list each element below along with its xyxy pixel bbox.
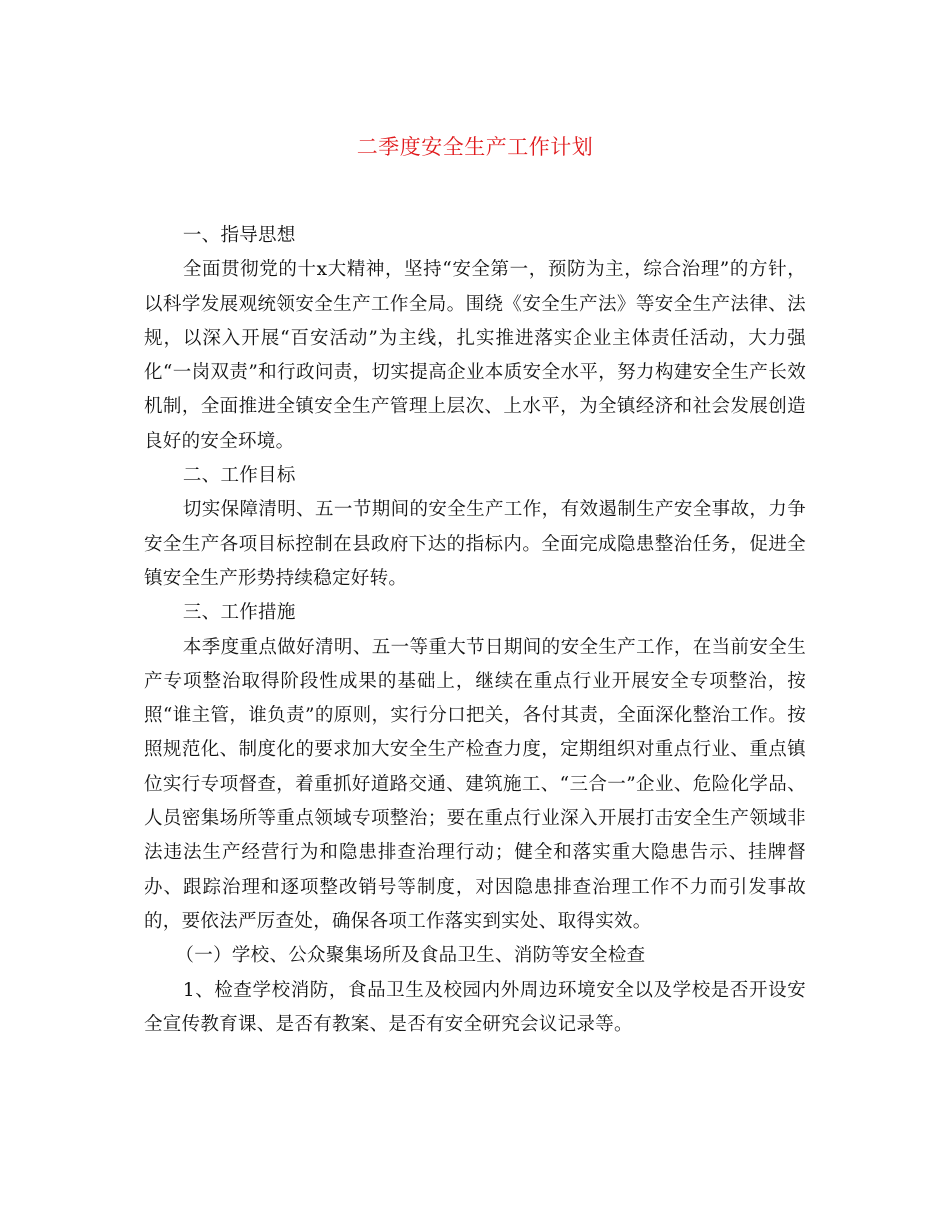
paragraph-item-1: 1、检查学校消防，食品卫生及校园内外周边环境安全以及学校是否开设安全宣传教育课、是否有教案、是否有安全研究会议记录等。 [144, 979, 806, 1035]
section-heading-work-measures: 三、工作措施 [182, 602, 296, 624]
document-body [144, 219, 806, 1042]
document-title: 二季度安全生产工作计划 [356, 135, 594, 159]
subsection-heading-school-inspection: （一）学校、公众聚集场所及食品卫生、消防等安全检查 [175, 945, 646, 967]
paragraph-work-goals: 切实保障清明、五一节期间的安全生产工作，有效遏制生产安全事故，力争安全生产各项目标控制在县政府下达的指标内。全面完成隐患整治任务，促进全镇安全生产形势持续稳定好转。 [144, 499, 806, 589]
section-heading-work-goals: 二、工作目标 [182, 465, 296, 487]
section-heading-guiding-ideology: 一、指导思想 [182, 225, 296, 246]
paragraph-guiding-ideology: 全面贯彻党的十x大精神，坚持“安全第一，预防为主，综合治理”的方针，以科学发展观统领安全生产工作全局。围绕《安全生产法》等安全生产法律、法规，以深入开展“百安活动”为主线，扎实推进落实企业主体责任活动，大力强化“一岗双责”和行政问责，切实提高企业本质安全水平，努力构建安全生产长效机制，全面推进全镇安全生产管理上层次、上水平，为全镇经济和社会发展创造良好的安全环境。 [144, 259, 806, 452]
paragraph-work-measures: 本季度重点做好清明、五一等重大节日期间的安全生产工作，在当前安全生产专项整治取得阶段性成果的基础上，继续在重点行业开展安全专项整治，按照“谁主管，谁负责”的原则，实行分口把关，各付其责，全面深化整治工作。按照规范化、制度化的要求加大安全生产检查力度，定期组织对重点行业、重点镇位实行专项督查，着重抓好道路交通、建筑施工、“三合一”企业、危险化学品、人员密集场所等重点领域专项整治；要在重点行业深入开展打击安全生产领域非法违法生产经营行为和隐患排查治理行动；健全和落实重大隐患告示、挂牌督办、跟踪治理和逐项整改销号等制度，对因隐患排查治理工作不力而引发事故的，要依法严厉查处，确保各项工作落实到实处、取得实效。 [144, 636, 806, 932]
